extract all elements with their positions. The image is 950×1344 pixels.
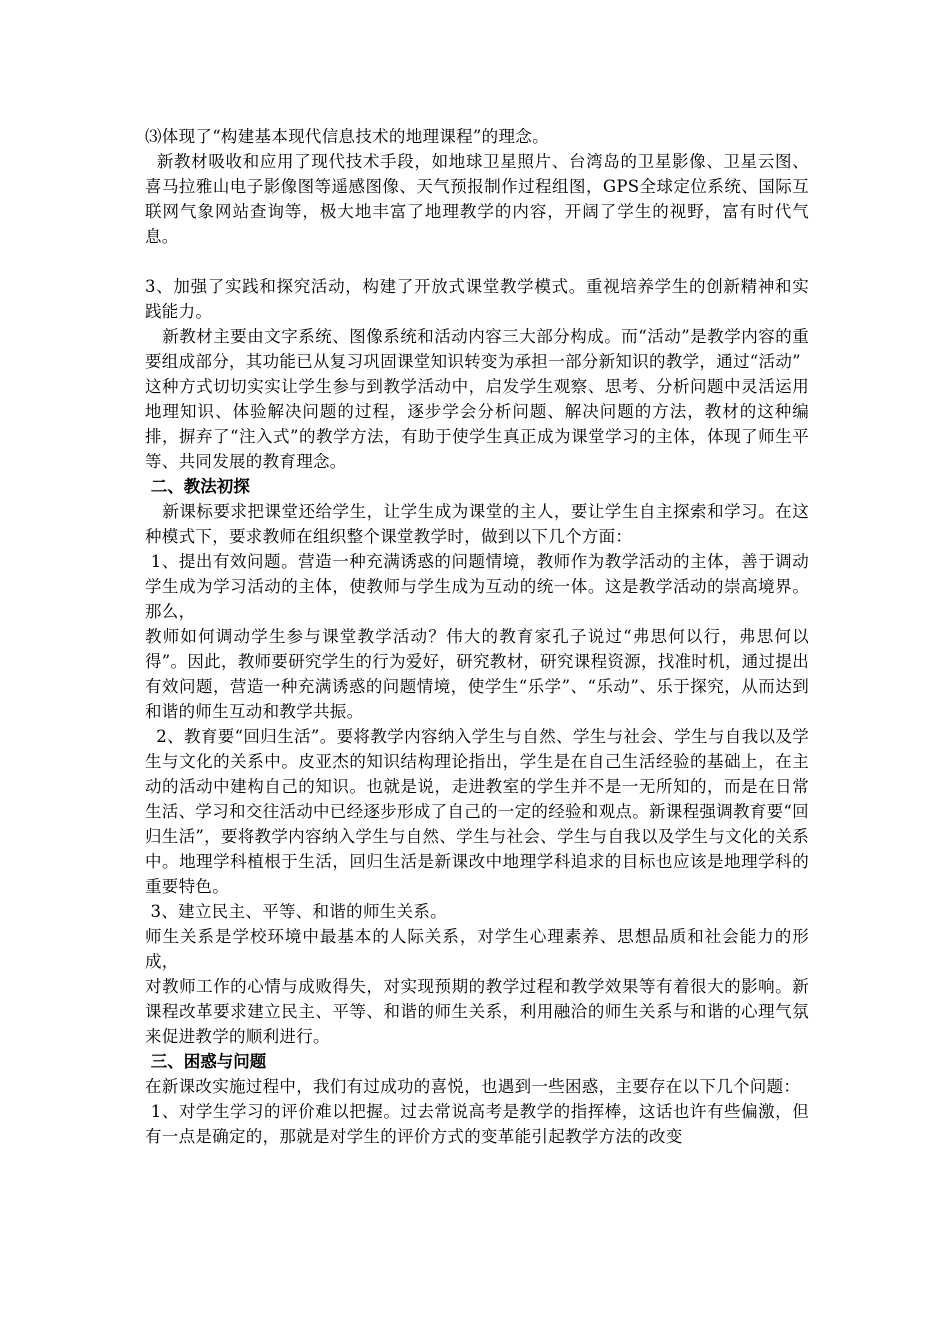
body-paragraph: 3、加强了实践和探究活动，构建了开放式课堂教学模式。重视培养学生的创新精神和实践能力。 [145, 277, 809, 321]
body-paragraph: 在新课改实施过程中，我们有过成功的喜悦，也遇到一些困惑，主要存在以下几个问题： [145, 1077, 801, 1096]
body-paragraph: 1、对学生学习的评价难以把握。过去常说高考是教学的指挥棒，这话也许有些偏激，但有一点是确定的，那就是对学生的评价方式的变革能引起教学方法的改变 [145, 1102, 810, 1146]
body-paragraph: 新课标要求把课堂还给学生，让学生成为课堂的主人，要让学生自主探索和学习。在这种模式下，要求教师在组织整个课堂教学时，做到以下几个方面： [145, 502, 809, 546]
body-paragraph: 新教材吸收和应用了现代技术手段，如地球卫星照片、台湾岛的卫星影像、卫星云图、喜马拉雅山电子影像图等遥感图像、天气预报制作过程组图，GPS全球定位系统、国际互联网气象网站查询等，极大地丰富了地理教学的内容，开阔了学生的视野，富有时代气息。 [145, 152, 809, 246]
body-paragraph: 师生关系是学校环境中最基本的人际关系，对学生心理素养、思想品质和社会能力的形成， [145, 927, 809, 971]
body-paragraph: 新教材主要由文字系统、图像系统和活动内容三大部分构成。而“活动”是教学内容的重要组成部分，其功能已从复习巩固课堂知识转变为承担一部分新知识的教学，通过“活动” [145, 327, 809, 371]
blank-line [145, 249, 809, 274]
body-paragraph: 对教师工作的心情与成败得失，对实现预期的教学过程和教学效果等有着很大的影响。新课程改革要求建立民主、平等、和谐的师生关系，利用融洽的师生关系与和谐的心理气氛来促进教学的顺利进行。 [145, 977, 809, 1046]
body-paragraph: 归生活”，要将教学内容纳入学生与自然、学生与社会、学生与自我以及学生与文化的关系中。地理学科植根于生活，回归生活是新课改中地理学科追求的目标也应该是地理学科的重要特色。 [145, 827, 809, 896]
body-paragraph: 2、教育要“回归生活”。要将教学内容纳入学生与自然、学生与社会、学生与自我以及学生与文化的关系中。皮亚杰的知识结构理论指出，学生是在自己生活经验的基础上，在主动的活动中建构自己的知识。也就是说，走进教室的学生并不是一无所知的，而是在日常生活、学习和交往活动中已经逐步形成了自己的一定的经验和观点。新课程强调教育要“回 [145, 727, 810, 821]
body-paragraph: ⑶体现了“构建基本现代信息技术的地理课程”的理念。 [145, 127, 549, 146]
section-heading: 二、教法初探 [145, 477, 250, 496]
body-paragraph: 3、建立民主、平等、和谐的师生关系。 [145, 902, 447, 921]
section-heading: 三、困惑与问题 [145, 1052, 267, 1071]
body-paragraph: 教师如何调动学生参与课堂教学活动？伟大的教育家孔子说过“弗思何以行，弗思何以得”。因此，教师要研究学生的行为爱好，研究教材，研究课程资源，找准时机，通过提出有效问题，营造一种充满诱惑的问题情境，使学生“乐学”、“乐动”、乐于探究，从而达到和谐的师生互动和教学共振。 [145, 627, 809, 721]
body-paragraph: 这种方式切切实实让学生参与到教学活动中，启发学生观察、思考、分析问题中灵活运用地理知识、体验解决问题的过程，逐步学会分析问题、解决问题的方法，教材的这种编排，摒弃了“注入式”的教学方法，有助于使学生真正成为课堂学习的主体，体现了师生平等、共同发展的教育理念。 [145, 377, 809, 471]
document-body [145, 124, 809, 1149]
body-paragraph: 1、提出有效问题。营造一种充满诱惑的问题情境，教师作为教学活动的主体，善于调动学生成为学习活动的主体，使教师与学生成为互动的统一体。这是教学活动的崇高境界。那么， [145, 552, 810, 621]
